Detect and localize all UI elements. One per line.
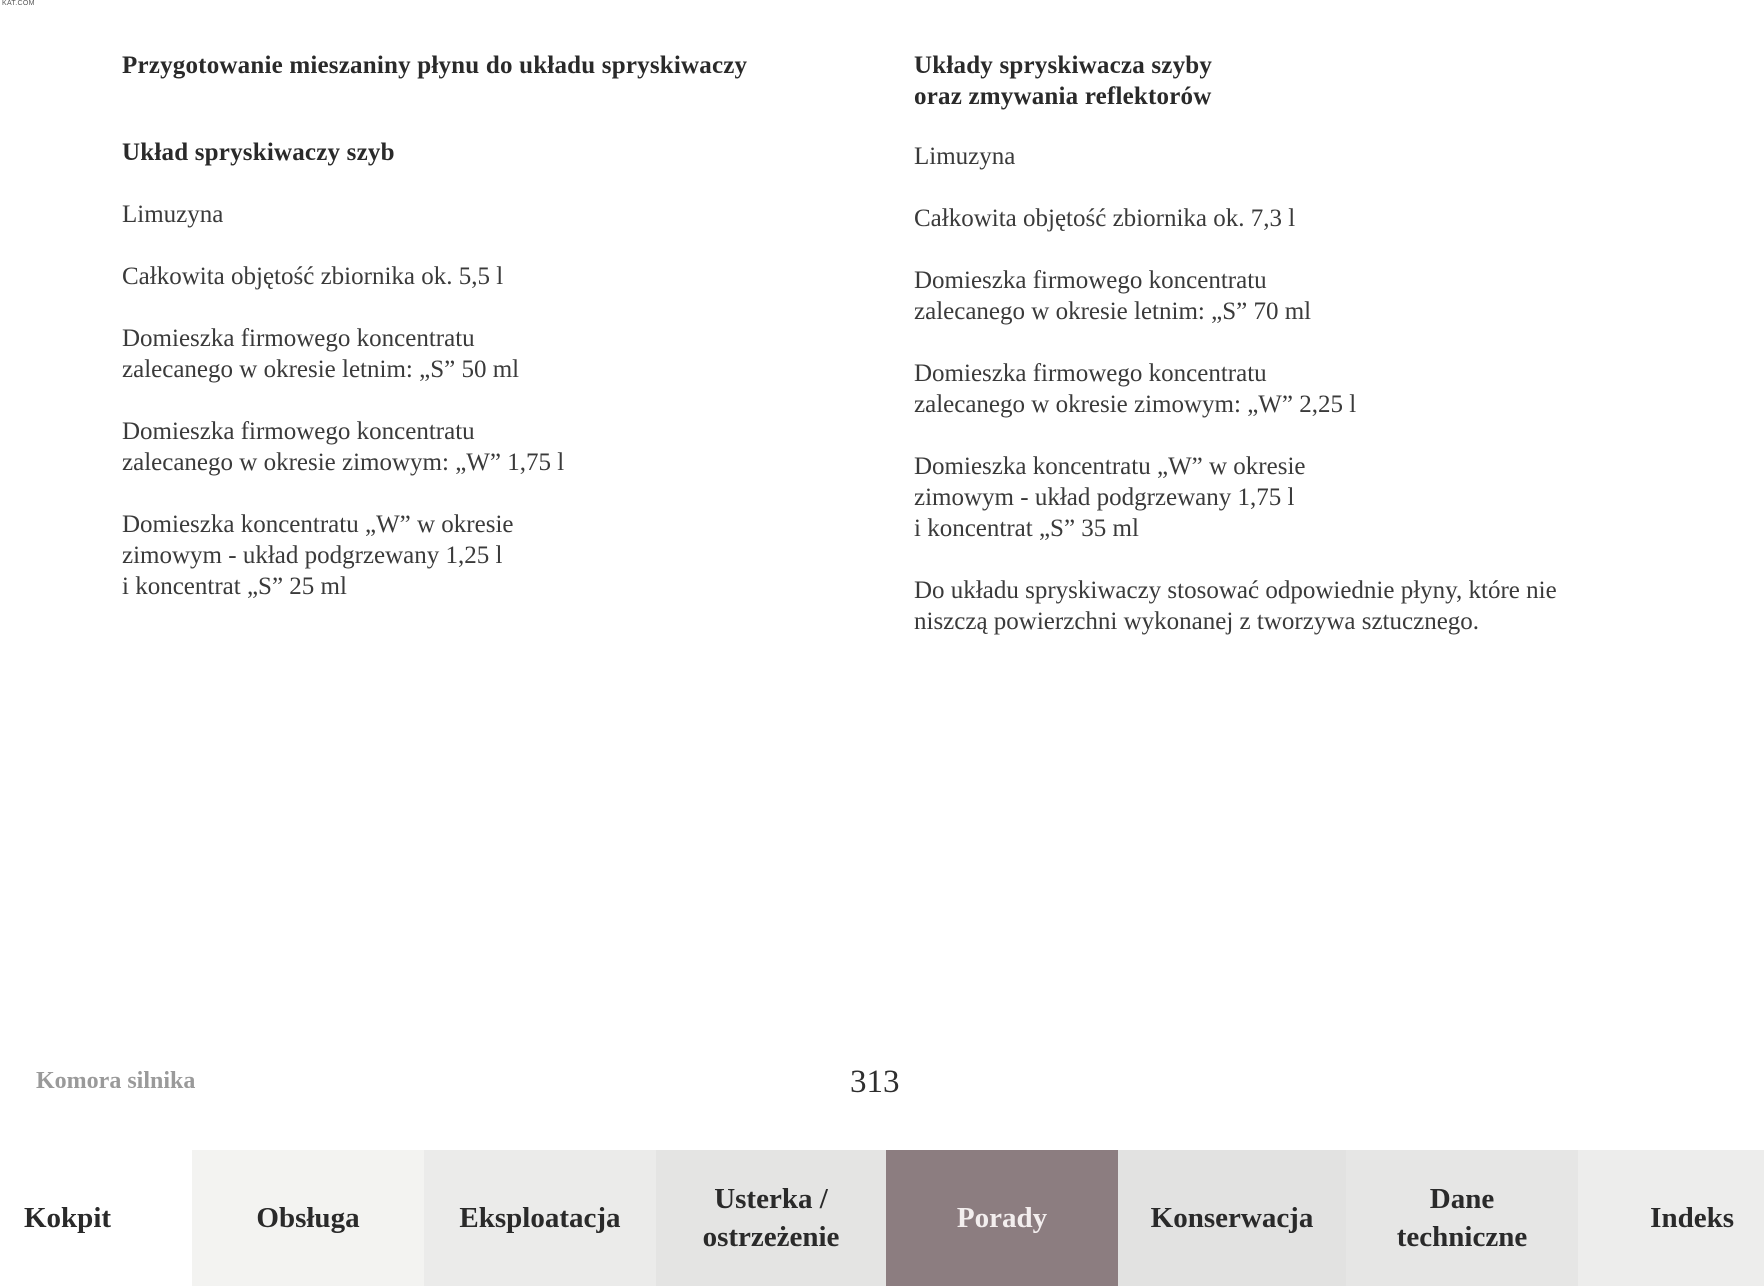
nav-porady[interactable]: Porady [886,1150,1118,1286]
nav-eksploatacja[interactable]: Eksploatacja [424,1150,656,1286]
right-column [914,50,1674,637]
right-capacity: Całkowita objętość zbiornika ok. 7,3 l [914,205,1296,232]
nav-dane-techniczne[interactable]: Dane techniczne [1346,1150,1578,1286]
right-winter-mix: Domieszka firmowego koncentratu zalecanego w okresie zimowym: „W” 2,25 l [914,360,1357,418]
left-summer-mix: Domieszka firmowego koncentratu zalecanego w okresie letnim: „S” 50 ml [122,325,520,383]
left-heated-mix: Domieszka koncentratu „W” w okresie zimowym - układ podgrzewany 1,25 l i koncentrat „S” 25 ml [122,511,514,600]
right-summer-mix: Domieszka firmowego koncentratu zalecanego w okresie letnim: „S” 70 ml [914,267,1312,325]
watermark: KAT.COM [2,0,35,7]
left-winter-mix: Domieszka firmowego koncentratu zalecanego w okresie zimowym: „W” 1,75 l [122,418,565,476]
left-column [122,50,882,602]
page-number: 313 [850,1064,900,1100]
nav-indeks[interactable]: Indeks [1578,1150,1764,1286]
left-capacity: Całkowita objętość zbiornika ok. 5,5 l [122,263,504,290]
right-note: Do układu spryskiwaczy stosować odpowiednie płyny, które nie niszczą powierzchni wykonanej z tworzywa sztucznego. [914,577,1557,635]
left-variant: Limuzyna [122,201,224,228]
right-heated-mix: Domieszka koncentratu „W” w okresie zimowym - układ podgrzewany 1,75 l i koncentrat „S” 35 ml [914,453,1306,542]
nav-usterka[interactable]: Usterka / ostrzeżenie [656,1150,886,1286]
nav-obsluga[interactable]: Obsługa [192,1150,424,1286]
section-title: Komora silnika [36,1068,196,1094]
chapter-nav [0,1150,1764,1286]
left-title: Przygotowanie mieszaniny płynu do układu spryskiwaczy [122,52,748,79]
nav-konserwacja[interactable]: Konserwacja [1118,1150,1346,1286]
nav-kokpit[interactable]: Kokpit [0,1150,192,1286]
right-variant: Limuzyna [914,143,1016,170]
right-title: Układy spryskiwacza szyby oraz zmywania reflektorów [914,52,1213,110]
left-subtitle: Układ spryskiwaczy szyb [122,139,395,166]
